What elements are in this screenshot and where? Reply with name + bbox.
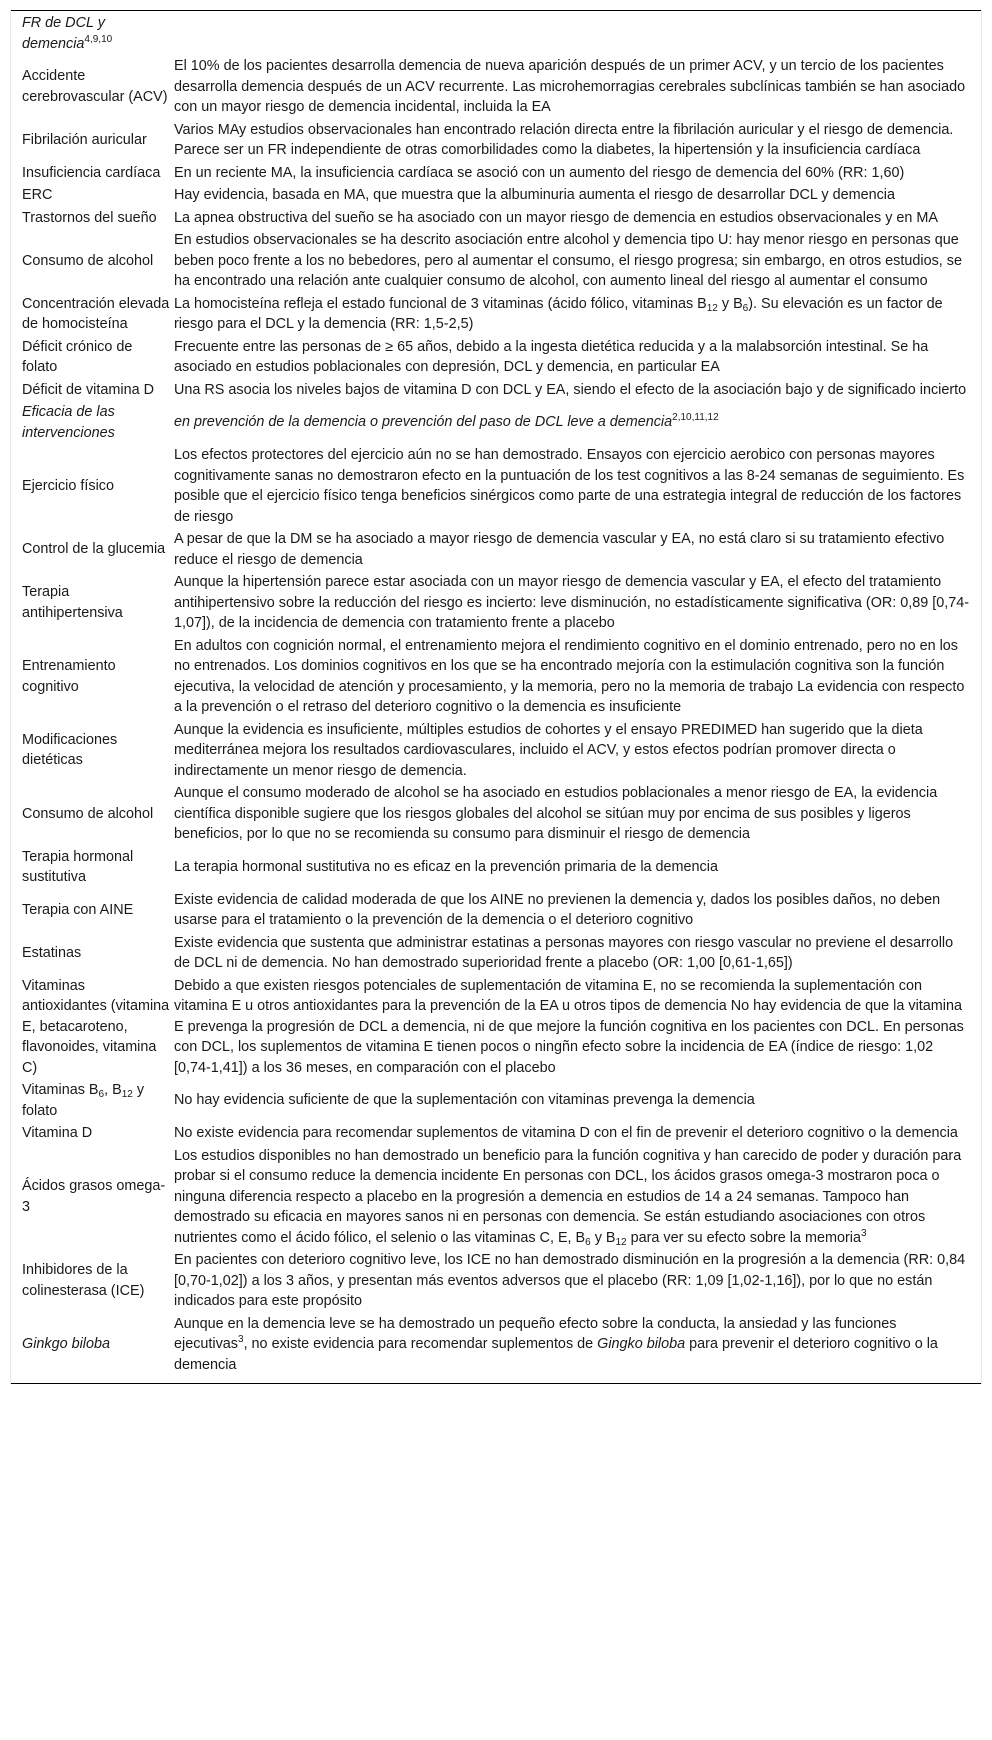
table-row (11, 1123, 982, 1146)
section-header-row (11, 402, 982, 445)
row-label-cell (11, 56, 175, 120)
text-segment: En pacientes con deterioro cognitivo leve, los ICE no han demostrado disminución en la progresión a la demencia (RR: 0,84 [0,70-1,02]) a los 3 años, y presentan más eventos adversos que el placebo (RR: 1,09 [1,02-1,16]), por lo que no están indicados para este propósito (174, 1252, 966, 1309)
text-segment: Fibrilación auricular (22, 131, 147, 148)
text-segment: A pesar de que la DM se ha asociado a mayor riesgo de demencia vascular y EA, no está claro si su tratamiento efectivo reduce el riesgo de demencia (174, 531, 945, 568)
row-description-cell (174, 185, 982, 208)
text-segment: en prevención de la demencia o prevención del paso de DCL leve a demencia (174, 414, 673, 431)
row-description-cell (174, 529, 982, 572)
table-row (11, 445, 982, 529)
row-description-cell (174, 572, 982, 636)
row-label-cell (11, 783, 175, 847)
table-row (11, 208, 982, 231)
row-description-cell (174, 337, 982, 380)
text-segment: En estudios observacionales se ha descrito asociación entre alcohol y demencia tipo U: hay menor riesgo en personas que beben poco frente a los no bebedores, pero al aumentar el consumo, el riesgo progresa; sin embargo, en otros estudios, se ha encontrado una relación ante cualquier consumo de alcohol, con aumento lineal del riesgo al aumentar el consumo (174, 232, 962, 289)
text-segment: Hay evidencia, basada en MA, que muestra que la albuminuria aumenta el riesgo de desarrollar DCL y demencia (174, 187, 895, 203)
text-segment: Debido a que existen riesgos potenciales de suplementación de vitamina E, no se recomienda la suplementación con vitamina E u otros antioxidantes para la prevención de la EA u otros tipos de demencia No hay evidencia de que la vitamina E prevenga la progresión de DCL a demencia, ni de que mejore la función cognitiva en los pacientes con DCL. En personas con DCL, los suplementos de vitamina E tienen pocos o ningñn efecto sobre la incidencia de EA (índice de riesgo: 1,02 [0,74-1,41]) a los 36 meses, en comparación con el placebo (174, 977, 964, 1076)
reference-superscript: 4,9,10 (84, 33, 113, 45)
text-segment: Consumo de alcohol (22, 805, 154, 822)
row-label-cell (11, 1123, 175, 1146)
row-label-cell (11, 720, 175, 784)
text-segment: La homocisteína refleja el estado funcional de 3 vitaminas (ácido fólico, vitaminas B (174, 295, 707, 312)
table-row (11, 337, 982, 380)
row-description-cell (174, 890, 982, 933)
row-label-cell (11, 380, 175, 403)
row-label-cell (11, 847, 175, 890)
text-segment: para prevenir el deterioro cognitivo o la demencia (174, 1336, 938, 1373)
table-row (11, 294, 982, 337)
text-segment: Una RS asocia los niveles bajos de vitamina D con DCL y EA, siendo el efecto de la asociación bajo y de significado incierto (174, 381, 967, 398)
text-segment: ERC (22, 187, 53, 203)
row-label-cell (11, 529, 175, 572)
section-header-row (11, 11, 982, 57)
row-label-cell (11, 230, 175, 294)
row-label-cell (11, 402, 175, 445)
row-label-cell (11, 1080, 175, 1123)
row-description-cell (174, 402, 982, 445)
text-segment: Control de la glucemia (22, 541, 166, 558)
text-segment: ). Su elevación es un factor de riesgo para el DCL y la demencia (RR: 1,5-2,5) (174, 295, 943, 332)
row-description-cell (174, 783, 982, 847)
table-row (11, 380, 982, 403)
row-description-cell (174, 1314, 982, 1384)
text-segment: Modificaciones dietéticas (22, 731, 118, 769)
text-segment: Consumo de alcohol (22, 252, 154, 269)
text-segment: y B (717, 295, 743, 312)
text-segment: Aunque en la demencia leve se ha demostrado un pequeño efecto sobre la conducta, la ansiedad y las funciones ejecutivas (174, 1315, 897, 1352)
text-segment: para ver su efecto sobre la memoria (626, 1229, 861, 1246)
table-row (11, 783, 982, 847)
text-segment: Varios MAy estudios observacionales han encontrado relación directa entre la fibrilación auricular y el riesgo de demencia. Parece ser un FR independiente de otras comorbilidades como la diabetes, la hipertensión y la insuficiencia cardíaca (174, 121, 954, 158)
subscript: 12 (121, 1089, 133, 1100)
text-segment: FR de DCL y demencia (22, 15, 105, 52)
text-segment: La apnea obstructiva del sueño se ha asociado con un mayor riesgo de demencia en estudios observacionales y en MA (174, 209, 938, 226)
text-segment: Ejercicio físico (22, 477, 114, 494)
table-row (11, 120, 982, 163)
row-label-cell (11, 163, 175, 186)
row-description-cell (174, 11, 982, 57)
evidence-table (10, 10, 982, 1384)
table-body (11, 11, 982, 1384)
text-segment: Terapia antihipertensiva (22, 584, 123, 621)
table-row (11, 163, 982, 186)
row-description-cell (174, 1146, 982, 1251)
row-description-cell (174, 933, 982, 976)
text-segment: Eficacia de las intervenciones (22, 404, 115, 441)
text-segment: Accidente cerebrovascular (ACV) (22, 68, 168, 105)
text-segment: Inhibidores de la colinesterasa (ICE) (22, 1262, 145, 1299)
text-segment: La terapia hormonal sustitutiva no es eficaz en la prevención primaria de la demencia (174, 858, 718, 875)
row-label-cell (11, 1250, 175, 1314)
text-segment: , no existe evidencia para recomendar suplementos de (243, 1336, 598, 1352)
text-segment: y folato (22, 1082, 145, 1119)
subscript: 12 (706, 302, 718, 314)
row-description-cell (174, 230, 982, 294)
text-segment: En un reciente MA, la insuficiencia cardíaca se asoció con un aumento del riesgo de demencia del 60% (RR: 1,60) (174, 164, 905, 181)
table-row (11, 529, 982, 572)
row-label-cell (11, 208, 175, 231)
row-description-cell (174, 294, 982, 337)
row-label-cell (11, 294, 175, 337)
text-segment: Insuficiencia cardíaca (22, 164, 161, 181)
row-description-cell (174, 445, 982, 529)
table-row (11, 847, 982, 890)
table-row (11, 1080, 982, 1123)
text-segment: Vitaminas antioxidantes (vitamina E, betacaroteno, flavonoides, vitamina C) (22, 977, 170, 1076)
text-segment: Déficit crónico de folato (22, 338, 133, 375)
row-label-cell (11, 1314, 175, 1384)
text-segment: Aunque la evidencia es insuficiente, múltiples estudios de cohortes y el ensayo PREDIMED han sugerido que la dieta mediterránea mejora los resultados cardiovasculares, incluido el ACV, y estos efectos podrían promover directa o indirectamente un menor riesgo de demencia. (174, 721, 923, 779)
row-label-cell (11, 337, 175, 380)
text-segment: No existe evidencia para recomendar suplementos de vitamina D con el fin de prevenir el deterioro cognitivo o la demencia (174, 1125, 958, 1141)
table-row (11, 230, 982, 294)
text-segment: Existe evidencia que sustenta que administrar estatinas a personas mayores con riesgo vascular no previene el desarrollo de DCL ni de demencia. No han demostrado superioridad frente a placebo (OR: 1,00 [0,61-1,65]) (174, 934, 954, 971)
table-row (11, 636, 982, 720)
row-label-cell (11, 120, 175, 163)
text-segment: Vitamina D (22, 1125, 93, 1141)
subscript: 12 (615, 1236, 627, 1248)
row-description-cell (174, 163, 982, 186)
row-description-cell (174, 56, 982, 120)
text-segment: Déficit de vitamina D (22, 381, 154, 398)
row-description-cell (174, 976, 982, 1081)
row-label-cell (11, 445, 175, 529)
text-segment: El 10% de los pacientes desarrolla demencia de nueva aparición después de un primer ACV, y un tercio de los pacientes desarrolla demencia después de un ACV recurrente. Las microhemorragias cerebrales subclínicas también se han asociado con un mayor riesgo de demencia incidental, incluida la EA (174, 58, 966, 115)
row-description-cell (174, 1080, 982, 1123)
text-segment: En adultos con cognición normal, el entrenamiento mejora el rendimiento cognitivo en el dominio entrenado, pero no en los no entrenados. Los dominios cognitivos en los que se ha encontrado mejoría con la estimulación cognitiva son la función ejecutiva, la velocidad de atención y procesamiento, y la memoria, pero no la memoria de trabajo La evidencia con respecto a la prevención o el retraso del deterioro cognitivo o la demencia es insuficiente (174, 637, 965, 715)
text-segment: Terapia con AINE (22, 901, 134, 918)
reference-superscript: 3 (860, 1227, 867, 1239)
text-segment: , B (104, 1082, 122, 1098)
table-row (11, 185, 982, 208)
text-segment: Aunque el consumo moderado de alcohol se ha asociado en estudios poblacionales a menor riesgo de EA, la evidencia científica disponible sugiere que los riesgos globales del alcohol se sitúan muy por encima de sus posibles y ligeros beneficios, por lo que no se recomienda su consumo para disminuir el riesgo de demencia (174, 785, 938, 842)
row-description-cell (174, 1250, 982, 1314)
text-segment: Entrenamiento cognitivo (22, 658, 116, 695)
row-label-cell (11, 976, 175, 1081)
text-segment: Frecuente entre las personas de ≥ 65 años, debido a la ingesta dietética reducida y a la malabsorción intestinal. Se ha asociado en estudios poblacionales con depresión, DCL y demencia, en particular EA (174, 338, 929, 375)
table-row (11, 1250, 982, 1314)
table-row (11, 56, 982, 120)
text-segment: Existe evidencia de calidad moderada de que los AINE no previenen la demencia y, dados los posibles daños, no deben usarse para el tratamiento o la prevención de la demencia o el deterioro cognitivo (174, 891, 941, 928)
text-segment: Vitaminas B (22, 1082, 99, 1098)
row-description-cell (174, 720, 982, 784)
subscript: 6 (742, 302, 749, 314)
row-description-cell (174, 847, 982, 890)
row-label-cell (11, 11, 175, 57)
table-row (11, 890, 982, 933)
subscript: 6 (98, 1089, 105, 1100)
text-segment: Aunque la hipertensión parece estar asociada con un mayor riesgo de demencia vascular y EA, el efecto del tratamiento antihipertensivo sobre la reducción del riesgo es incierto: leve disminución, no estadísticamente significativa (OR: 0,89 [0,74-1,07]), de la incidencia de demencia con tratamiento frente a placebo (174, 574, 970, 631)
text-segment: Ginkgo biloba (22, 1336, 111, 1352)
text-segment: Ácidos grasos omega-3 (22, 1178, 166, 1215)
text-segment: Terapia hormonal sustitutiva (22, 848, 134, 885)
row-description-cell (174, 380, 982, 403)
row-label-cell (11, 933, 175, 976)
subscript: 6 (585, 1236, 591, 1248)
row-description-cell (174, 1123, 982, 1146)
table-row (11, 976, 982, 1081)
row-label-cell (11, 636, 175, 720)
reference-superscript: 2,10,11,12 (672, 412, 719, 424)
table-row (11, 572, 982, 636)
row-label-cell (11, 572, 175, 636)
table-row (11, 1314, 982, 1384)
text-segment: y B (590, 1229, 616, 1246)
row-label-cell (11, 890, 175, 933)
text-segment: Gingko biloba (597, 1336, 686, 1352)
text-segment: Los efectos protectores del ejercicio aún no se han demostrado. Ensayos con ejercicio aerobico con personas mayores cognitivamente sanas no demostraron efecto en la puntuación de los test cognitivos a las 8-24 semanas de seguimiento. Es posible que el ejercicio físico tenga beneficios sinérgicos como parte de una estrategia integral de reducción de los factores de riesgo (174, 447, 965, 525)
table-row (11, 1146, 982, 1251)
text-segment: Concentración elevada de homocisteína (22, 295, 170, 332)
table-row (11, 933, 982, 976)
row-description-cell (174, 636, 982, 720)
row-label-cell (11, 185, 175, 208)
text-segment: Los estudios disponibles no han demostrado un beneficio para la función cognitiva y han carecido de poder y duración para probar si el consumo reduce la demencia incidente En personas con DCL, los ácidos grasos omega-3 mostraron poca o ninguna diferencia respecto a placebo en la progresión a demencia en estudios de 14 a 24 semanas. Tampoco han demostrado su eficacia en mayores sanos ni en personas con demencia. Se están estudiando asociaciones con otros nutrientes como el ácido fólico, el selenio o las vitaminas C, E, B (174, 1147, 962, 1246)
reference-superscript: 3 (238, 1334, 244, 1345)
row-label-cell (11, 1146, 175, 1251)
row-description-cell (174, 120, 982, 163)
row-description-cell (174, 208, 982, 231)
text-segment: Estatinas (22, 944, 82, 961)
table-row (11, 720, 982, 784)
text-segment: Trastornos del sueño (22, 209, 157, 226)
text-segment: No hay evidencia suficiente de que la suplementación con vitaminas prevenga la demencia (174, 1092, 755, 1109)
